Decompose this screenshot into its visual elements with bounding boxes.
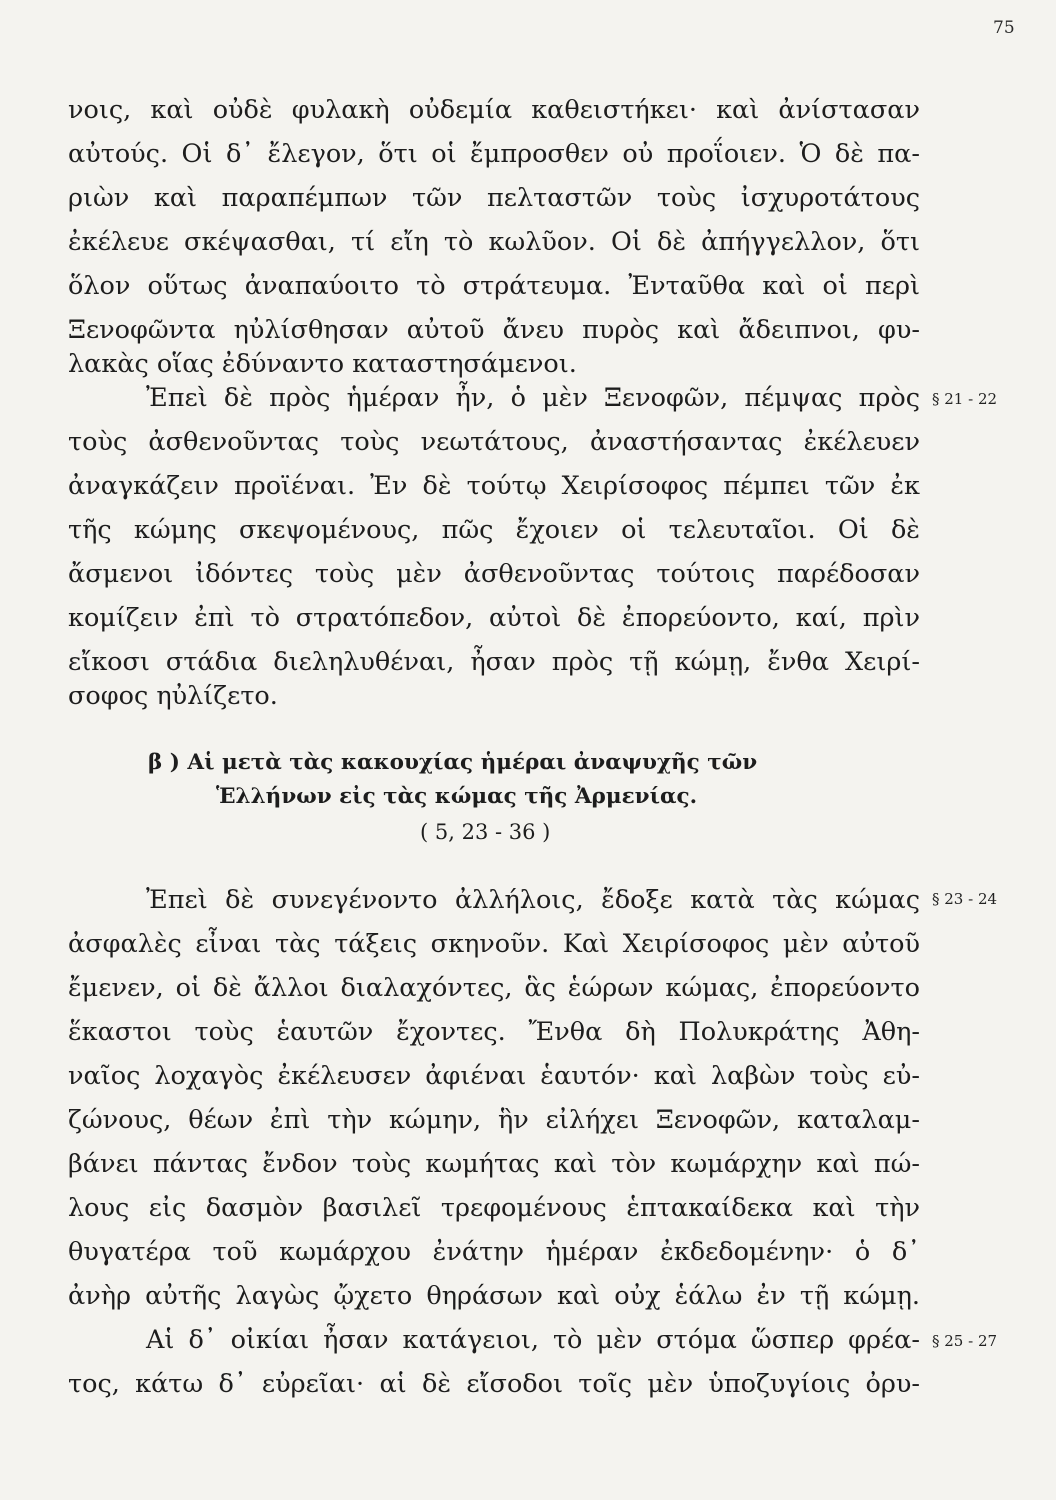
text-line: τοὺς ἀσθενοῦντας τοὺς νεωτάτους, ἀναστήσαντας ἐκέλευεν [68, 427, 920, 457]
text-line: τος, κάτω δ᾽ εὐρεῖαι· αἱ δὲ εἴσοδοι τοῖς μὲν ὑποζυγίοις ὀρυ- [68, 1369, 920, 1399]
text-line: Ἐπεὶ δὲ συνεγένοντο ἀλλήλοις, ἔδοξε κατὰ τὰς κώμας [146, 885, 920, 915]
text-line: ἕκαστοι τοὺς ἑαυτῶν ἔχοντες. Ἔνθα δὴ Πολυκράτης Ἀθη- [68, 1017, 920, 1047]
marginal-reference: § 23 - 24 [932, 890, 998, 908]
marginal-reference: § 25 - 27 [932, 1332, 998, 1350]
text-line: ἀσφαλὲς εἶναι τὰς τάξεις σκηνοῦν. Καὶ Χειρίσοφος μὲν αὐτοῦ [68, 929, 920, 959]
text-line: Ξενοφῶντα ηὐλίσθησαν αὐτοῦ ἄνευ πυρὸς καὶ ἄδειπνοι, φυ- [68, 315, 920, 345]
text-line: κομίζειν ἐπὶ τὸ στρατόπεδον, αὐτοὶ δὲ ἐπορεύοντο, καί, πρὶν [68, 603, 920, 633]
text-line: λακὰς οἵας ἐδύναντο καταστησάμενοι. [68, 349, 577, 379]
section-heading: β ) Αἱ μετὰ τὰς κακουχίας ἡμέραι ἀναψυχῆς τῶν [148, 750, 758, 775]
text-line: ἔμενεν, οἱ δὲ ἄλλοι διαλαχόντες, ἃς ἑώρων κώμας, ἐπορεύοντο [68, 973, 920, 1003]
text-line: Αἱ δ᾽ οἰκίαι ἦσαν κατάγειοι, τὸ μὲν στόμα ὥσπερ φρέα- [146, 1325, 920, 1355]
text-line: ριὼν καὶ παραπέμπων τῶν πελταστῶν τοὺς ἰσχυροτάτους [68, 183, 920, 213]
text-line: ἄσμενοι ἰδόντες τοὺς μὲν ἀσθενοῦντας τούτοις παρέδοσαν [68, 559, 920, 589]
text-line: αὐτούς. Οἱ δ᾽ ἔλεγον, ὅτι οἱ ἔμπροσθεν οὐ προΐοιεν. Ὁ δὲ πα- [68, 139, 920, 169]
text-line: ζώνους, θέων ἐπὶ τὴν κώμην, ἣν εἰλήχει Ξενοφῶν, καταλαμ- [68, 1105, 920, 1135]
text-line: σοφος ηὐλίζετο. [68, 681, 278, 711]
text-line: θυγατέρα τοῦ κωμάρχου ἐνάτην ἡμέραν ἐκδεδομένην· ὁ δ᾽ [68, 1237, 920, 1267]
text-line: τῆς κώμης σκεψομένους, πῶς ἔχοιεν οἱ τελευταῖοι. Οἱ δὲ [68, 515, 920, 545]
text-line: εἴκοσι στάδια διεληλυθέναι, ἦσαν πρὸς τῇ κώμῃ, ἔνθα Χειρί- [68, 647, 920, 677]
marginal-reference: § 21 - 22 [932, 390, 998, 408]
text-line: νοις, καὶ οὐδὲ φυλακὴ οὐδεμία καθειστήκει· καὶ ἀνίστασαν [68, 95, 920, 125]
text-line: ἀναγκάζειν προϊέναι. Ἐν δὲ τούτῳ Χειρίσοφος πέμπει τῶν ἐκ [68, 471, 920, 501]
text-line: ὅλον οὕτως ἀναπαύοιτο τὸ στράτευμα. Ἐνταῦθα καὶ οἱ περὶ [68, 271, 920, 301]
text-line: λους εἰς δασμὸν βασιλεῖ τρεφομένους ἑπτακαίδεκα καὶ τὴν [68, 1193, 920, 1223]
text-line: ναῖος λοχαγὸς ἐκέλευσεν ἀφιέναι ἑαυτόν· καὶ λαβὼν τοὺς εὐ- [68, 1061, 920, 1091]
text-line: Ἐπεὶ δὲ πρὸς ἡμέραν ἦν, ὁ μὲν Ξενοφῶν, πέμψας πρὸς [146, 383, 920, 413]
section-heading: Ἑλλήνων εἰς τὰς κώμας τῆς Ἀρμενίας. [216, 784, 698, 809]
page-number: 75 [993, 18, 1015, 38]
text-line: ἐκέλευε σκέψασθαι, τί εἴη τὸ κωλῦον. Οἱ δὲ ἀπήγγελλον, ὅτι [68, 227, 920, 257]
heading-reference: ( 5, 23 - 36 ) [420, 820, 551, 844]
text-line: ἀνὴρ αὐτῆς λαγὼς ᾤχετο θηράσων καὶ οὐχ ἑάλω ἐν τῇ κώμῃ. [68, 1281, 920, 1311]
text-line: βάνει πάντας ἔνδον τοὺς κωμήτας καὶ τὸν κωμάρχην καὶ πώ- [68, 1149, 920, 1179]
